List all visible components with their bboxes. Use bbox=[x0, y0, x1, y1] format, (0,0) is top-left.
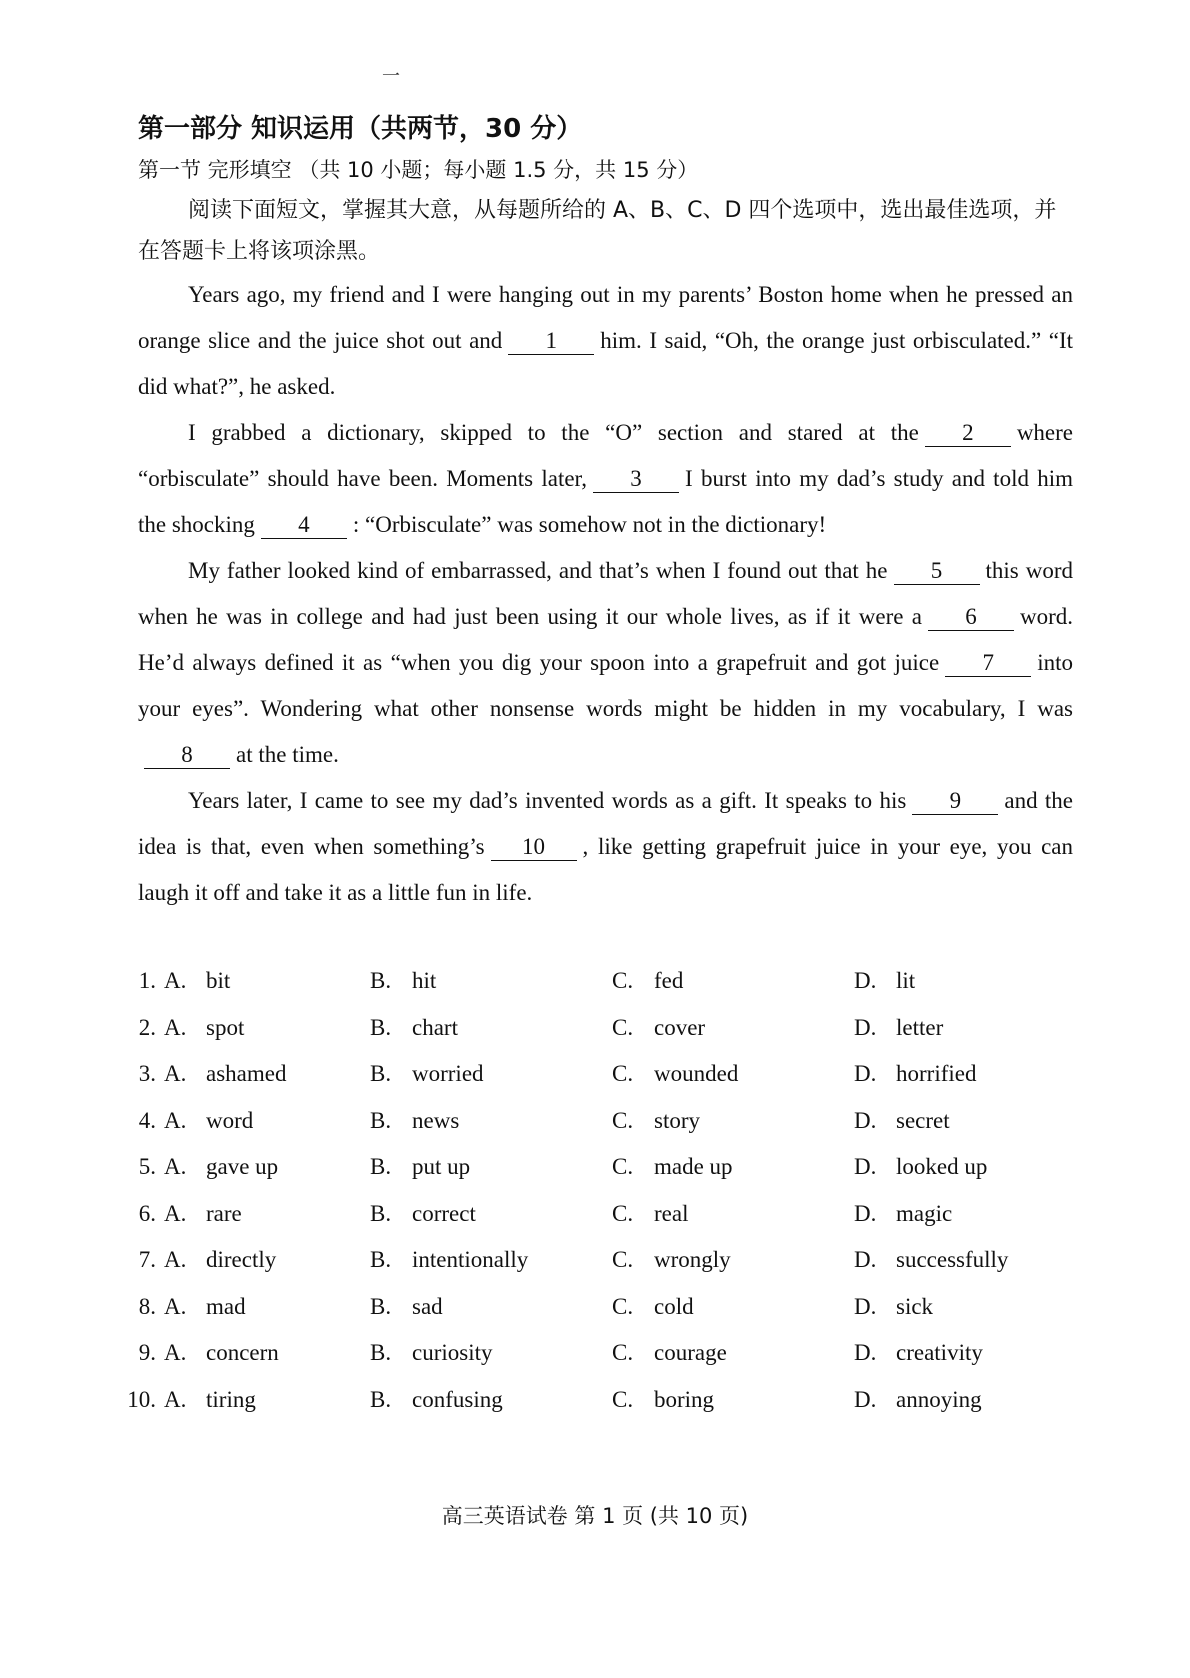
option-letter: D. bbox=[854, 968, 877, 994]
option-letter: B. bbox=[370, 1293, 392, 1319]
option-text: made up bbox=[654, 1154, 733, 1180]
option-letter: C. bbox=[612, 1386, 634, 1412]
option-letter: B. bbox=[370, 1386, 392, 1412]
blank-8: 8 bbox=[144, 742, 230, 769]
option-letter: C. bbox=[612, 1014, 634, 1040]
option-text: mad bbox=[206, 1293, 246, 1319]
option-a[interactable] bbox=[156, 1294, 362, 1320]
option-d[interactable] bbox=[846, 1108, 1066, 1134]
option-letter: B. bbox=[370, 1014, 392, 1040]
option-d[interactable] bbox=[846, 1061, 1066, 1087]
option-text: real bbox=[654, 1200, 689, 1226]
question-row bbox=[120, 1144, 1080, 1191]
option-d[interactable] bbox=[846, 1340, 1066, 1366]
option-text: intentionally bbox=[412, 1247, 529, 1273]
answer-options bbox=[120, 958, 1080, 1423]
question-row bbox=[120, 958, 1080, 1005]
blank-10: 10 bbox=[491, 834, 577, 861]
option-letter: C. bbox=[612, 968, 634, 994]
option-text: tiring bbox=[206, 1386, 256, 1412]
option-d[interactable] bbox=[846, 1247, 1066, 1273]
option-d[interactable] bbox=[846, 1201, 1066, 1227]
option-a[interactable] bbox=[156, 1340, 362, 1366]
option-text: story bbox=[654, 1107, 700, 1133]
option-text: boring bbox=[654, 1386, 715, 1412]
option-c[interactable] bbox=[604, 1247, 846, 1273]
option-text: ashamed bbox=[206, 1061, 287, 1087]
option-a[interactable] bbox=[156, 1201, 362, 1227]
option-d[interactable] bbox=[846, 968, 1066, 994]
option-text: hit bbox=[412, 968, 437, 994]
option-letter: A. bbox=[164, 1200, 187, 1226]
question-row bbox=[120, 1191, 1080, 1238]
option-letter: B. bbox=[370, 1061, 392, 1087]
option-c[interactable] bbox=[604, 1340, 846, 1366]
text: and the idea is that, even when something’s bbox=[138, 788, 1074, 859]
option-letter: C. bbox=[612, 1293, 634, 1319]
option-text: looked up bbox=[896, 1154, 988, 1180]
option-letter: B. bbox=[370, 968, 392, 994]
question-row bbox=[120, 1051, 1080, 1098]
paragraph-3 bbox=[138, 548, 1073, 778]
question-row bbox=[120, 1377, 1080, 1424]
option-letter: D. bbox=[854, 1386, 877, 1412]
option-c[interactable] bbox=[604, 968, 846, 994]
option-letter: A. bbox=[164, 1107, 187, 1133]
option-text: chart bbox=[412, 1014, 458, 1040]
option-letter: C. bbox=[612, 1247, 634, 1273]
option-b[interactable] bbox=[362, 1387, 604, 1413]
option-text: spot bbox=[206, 1014, 245, 1040]
text: My father looked kind of embarrassed, and that’s when I found out that he bbox=[188, 558, 888, 583]
text: him. I said, “Oh, the orange just orbisculated.” “It did what?”, he asked. bbox=[138, 328, 1073, 399]
option-a[interactable] bbox=[156, 1247, 362, 1273]
option-text: sick bbox=[896, 1293, 934, 1319]
option-letter: B. bbox=[370, 1154, 392, 1180]
option-text: letter bbox=[896, 1014, 944, 1040]
option-letter: A. bbox=[164, 1154, 187, 1180]
option-b[interactable] bbox=[362, 1294, 604, 1320]
question-number: 9. bbox=[138, 1340, 156, 1366]
blank-2: 2 bbox=[925, 420, 1011, 447]
text: where “orbisculate” should have been. Moments later, bbox=[138, 420, 1073, 491]
option-text: concern bbox=[206, 1340, 279, 1366]
page-mark: 一 bbox=[382, 66, 400, 87]
question-row bbox=[120, 1237, 1080, 1284]
question-number: 2. bbox=[138, 1014, 156, 1040]
option-text: directly bbox=[206, 1247, 277, 1273]
option-text: successfully bbox=[896, 1247, 1009, 1273]
option-text: news bbox=[412, 1107, 460, 1133]
option-b[interactable] bbox=[362, 1201, 604, 1227]
option-letter: A. bbox=[164, 1061, 187, 1087]
option-letter: D. bbox=[854, 1061, 877, 1087]
paragraph-4 bbox=[138, 778, 1073, 916]
option-letter: C. bbox=[612, 1154, 634, 1180]
text: Years later, I came to see my dad’s invented words as a gift. It speaks to his bbox=[188, 788, 907, 813]
cloze-passage bbox=[138, 272, 1073, 916]
option-letter: A. bbox=[164, 1386, 187, 1412]
page-footer: 高三英语试卷 第 1 页 (共 10 页) bbox=[441, 1504, 749, 1528]
text: Years ago, my friend and I were hanging out in my parents’ Boston home when he pressed an orange slice and the juice shot out and bbox=[138, 282, 1073, 353]
text: into your eyes”. Wondering what other nonsense words might be hidden in my vocabulary, I was bbox=[138, 650, 1073, 721]
option-text: cover bbox=[654, 1014, 706, 1040]
option-c[interactable] bbox=[604, 1201, 846, 1227]
option-text: gave up bbox=[206, 1154, 279, 1180]
question-number: 10. bbox=[127, 1386, 156, 1412]
option-letter: B. bbox=[370, 1340, 392, 1366]
option-text: cold bbox=[654, 1293, 694, 1319]
option-c[interactable] bbox=[604, 1387, 846, 1413]
option-letter: C. bbox=[612, 1200, 634, 1226]
option-text: secret bbox=[896, 1107, 950, 1133]
paragraph-1 bbox=[138, 272, 1073, 410]
section-title: 第一节 完形填空 （共 10 小题；每小题 1.5 分，共 15 分） bbox=[138, 158, 699, 182]
text: : “Orbisculate” was somehow not in the dictionary! bbox=[352, 512, 827, 537]
option-b[interactable] bbox=[362, 1108, 604, 1134]
option-a[interactable] bbox=[156, 968, 362, 994]
paragraph-2 bbox=[138, 410, 1073, 548]
option-a[interactable] bbox=[156, 1154, 362, 1180]
option-a[interactable] bbox=[156, 1108, 362, 1134]
text: I grabbed a dictionary, skipped to the “O” section and stared at the bbox=[188, 420, 919, 445]
blank-5: 5 bbox=[894, 558, 980, 585]
text: word. He’d always defined it as “when you dig your spoon into a grapefruit and got juice bbox=[138, 604, 1073, 675]
option-letter: B. bbox=[370, 1247, 392, 1273]
question-row bbox=[120, 1330, 1080, 1377]
option-letter: D. bbox=[854, 1154, 877, 1180]
option-text: wrongly bbox=[654, 1247, 731, 1273]
text: this word when he was in college and had just been using it our whole lives, as if it were a bbox=[138, 558, 1074, 629]
option-d[interactable] bbox=[846, 1387, 1066, 1413]
option-d[interactable] bbox=[846, 1154, 1066, 1180]
option-c[interactable] bbox=[604, 1294, 846, 1320]
option-c[interactable] bbox=[604, 1154, 846, 1180]
option-letter: D. bbox=[854, 1247, 877, 1273]
option-text: bit bbox=[206, 968, 231, 994]
blank-3: 3 bbox=[593, 466, 679, 493]
option-a[interactable] bbox=[156, 1015, 362, 1041]
option-letter: B. bbox=[370, 1200, 392, 1226]
blank-6: 6 bbox=[928, 604, 1014, 631]
option-letter: C. bbox=[612, 1061, 634, 1087]
option-letter: D. bbox=[854, 1014, 877, 1040]
option-letter: A. bbox=[164, 1014, 187, 1040]
option-text: curiosity bbox=[412, 1340, 493, 1366]
option-text: horrified bbox=[896, 1061, 977, 1087]
option-text: courage bbox=[654, 1340, 727, 1366]
option-text: worried bbox=[412, 1061, 484, 1087]
question-number: 6. bbox=[138, 1200, 156, 1226]
option-c[interactable] bbox=[604, 1015, 846, 1041]
blank-4: 4 bbox=[261, 512, 347, 539]
option-letter: D. bbox=[854, 1107, 877, 1133]
question-row bbox=[120, 1098, 1080, 1145]
option-text: lit bbox=[896, 968, 916, 994]
option-letter: A. bbox=[164, 1293, 187, 1319]
option-text: sad bbox=[412, 1293, 443, 1319]
option-letter: A. bbox=[164, 1247, 187, 1273]
option-text: wounded bbox=[654, 1061, 739, 1087]
option-b[interactable] bbox=[362, 1154, 604, 1180]
question-number: 1. bbox=[138, 968, 156, 994]
option-letter: D. bbox=[854, 1200, 877, 1226]
option-a[interactable] bbox=[156, 1061, 362, 1087]
question-number: 3. bbox=[138, 1061, 156, 1087]
blank-9: 9 bbox=[912, 788, 998, 815]
question-number: 4. bbox=[138, 1107, 156, 1133]
option-c[interactable] bbox=[604, 1108, 846, 1134]
option-letter: A. bbox=[164, 968, 187, 994]
text: at the time. bbox=[236, 742, 339, 767]
blank-7: 7 bbox=[945, 650, 1031, 677]
text: , like getting grapefruit juice in your eye, you can laugh it off and take it as a little fun in life. bbox=[138, 834, 1074, 905]
option-letter: C. bbox=[612, 1340, 634, 1366]
option-text: confusing bbox=[412, 1386, 503, 1412]
option-letter: D. bbox=[854, 1293, 877, 1319]
option-d[interactable] bbox=[846, 1015, 1066, 1041]
part-title: 第一部分 知识运用（共两节，30 分） bbox=[138, 114, 583, 144]
option-b[interactable] bbox=[362, 1015, 604, 1041]
option-text: put up bbox=[412, 1154, 471, 1180]
option-text: annoying bbox=[896, 1386, 982, 1412]
option-text: rare bbox=[206, 1200, 242, 1226]
option-text: fed bbox=[654, 968, 684, 994]
option-text: creativity bbox=[896, 1340, 983, 1366]
option-d[interactable] bbox=[846, 1294, 1066, 1320]
text: I burst into my dad’s study and told him the shocking bbox=[138, 466, 1073, 537]
question-number: 5. bbox=[138, 1154, 156, 1180]
question-number: 7. bbox=[138, 1247, 156, 1273]
blank-1: 1 bbox=[508, 328, 594, 355]
option-letter: A. bbox=[164, 1340, 187, 1366]
option-b[interactable] bbox=[362, 1061, 604, 1087]
question-row bbox=[120, 1005, 1080, 1052]
instructions: 阅读下面短文，掌握其大意，从每题所给的 A、B、C、D 四个选项中，选出最佳选项，并在答题卡上将该项涂黑。 bbox=[138, 198, 1057, 264]
option-a[interactable] bbox=[156, 1387, 362, 1413]
option-letter: D. bbox=[854, 1340, 877, 1366]
question-number: 8. bbox=[138, 1293, 156, 1319]
option-letter: C. bbox=[612, 1107, 634, 1133]
option-b[interactable] bbox=[362, 968, 604, 994]
option-text: magic bbox=[896, 1200, 953, 1226]
option-text: word bbox=[206, 1107, 254, 1133]
option-c[interactable] bbox=[604, 1061, 846, 1087]
option-b[interactable] bbox=[362, 1247, 604, 1273]
option-letter: B. bbox=[370, 1107, 392, 1133]
option-text: correct bbox=[412, 1200, 476, 1226]
question-row bbox=[120, 1284, 1080, 1331]
option-b[interactable] bbox=[362, 1340, 604, 1366]
